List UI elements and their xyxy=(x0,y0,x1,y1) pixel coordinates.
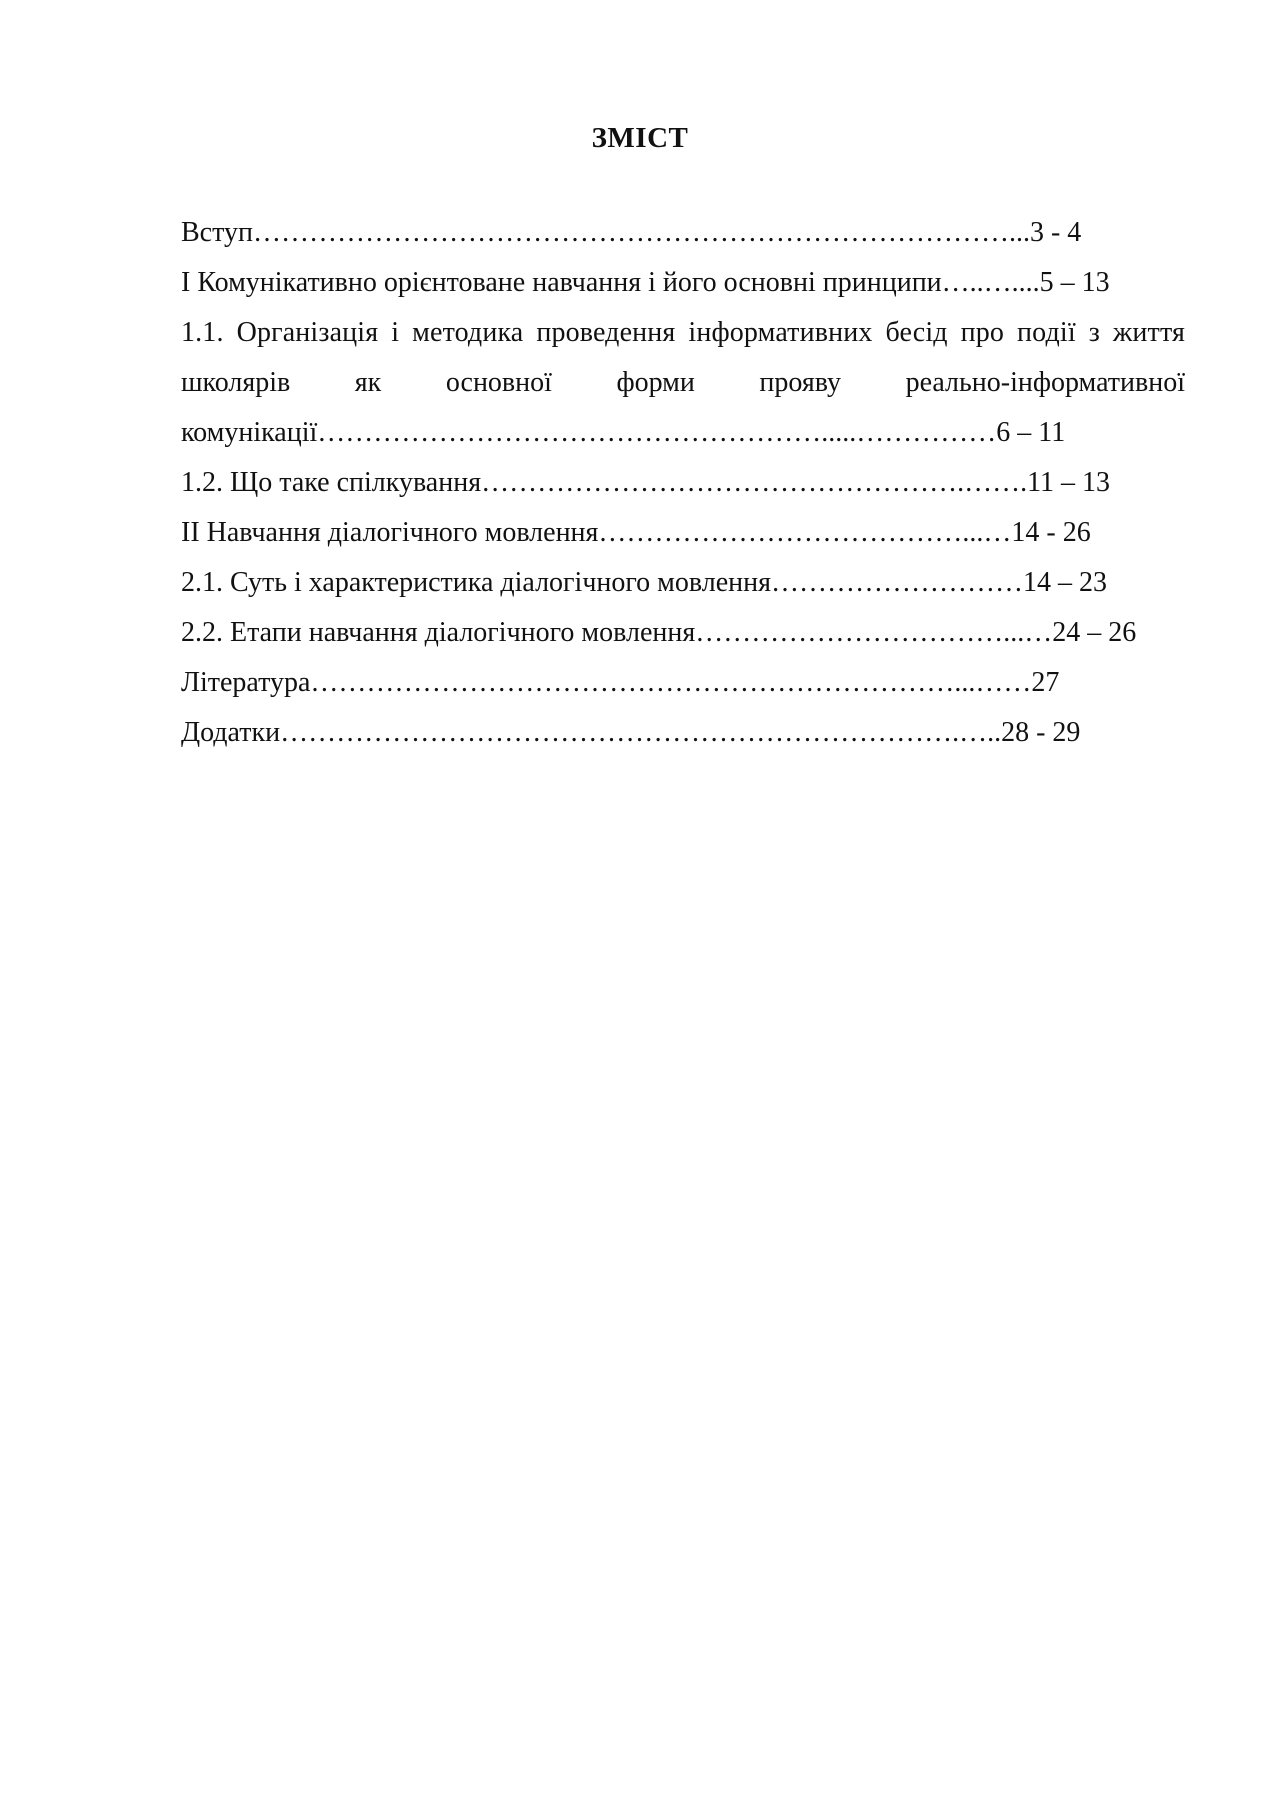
toc-entry-section-1-1-line-3: комунікації……………………………………………….....……………6 – 11 xyxy=(181,417,1066,448)
toc-entry-chapter-1: І Комунікативно орієнтоване навчання і його основні принципи…..…....5 – 13 xyxy=(181,267,1110,298)
toc-entry-section-1-1-line-2: школярів як основної форми прояву реально-інформативної xyxy=(181,367,1185,398)
toc-entry-section-1-2: 1.2. Що таке спілкування…………………………………………….…….11 – 13 xyxy=(181,467,1111,498)
toc-entry-section-2-2: 2.2. Етапи навчання діалогічного мовлення……………………………...…24 – 26 xyxy=(181,617,1137,648)
toc-entry-literature: Література……………………………………………………………...……27 xyxy=(181,667,1060,698)
toc-entry-chapter-2: ІІ Навчання діалогічного мовлення…………………………………...…14 - 26 xyxy=(181,517,1091,548)
toc-entry-intro: Вступ………………………………………………………………………...3 - 4 xyxy=(181,217,1082,248)
table-of-contents xyxy=(181,208,1185,758)
page-title: ЗМІСТ xyxy=(591,122,689,154)
toc-entry-section-1-1-line-1: 1.1. Організація і методика проведення інформативних бесід про події з життя xyxy=(181,317,1185,348)
toc-entry-appendices: Додатки……………………………………………………………….…..28 - 29 xyxy=(181,717,1081,748)
toc-entry-section-2-1: 2.1. Суть і характеристика діалогічного мовлення………………………14 – 23 xyxy=(181,567,1107,598)
